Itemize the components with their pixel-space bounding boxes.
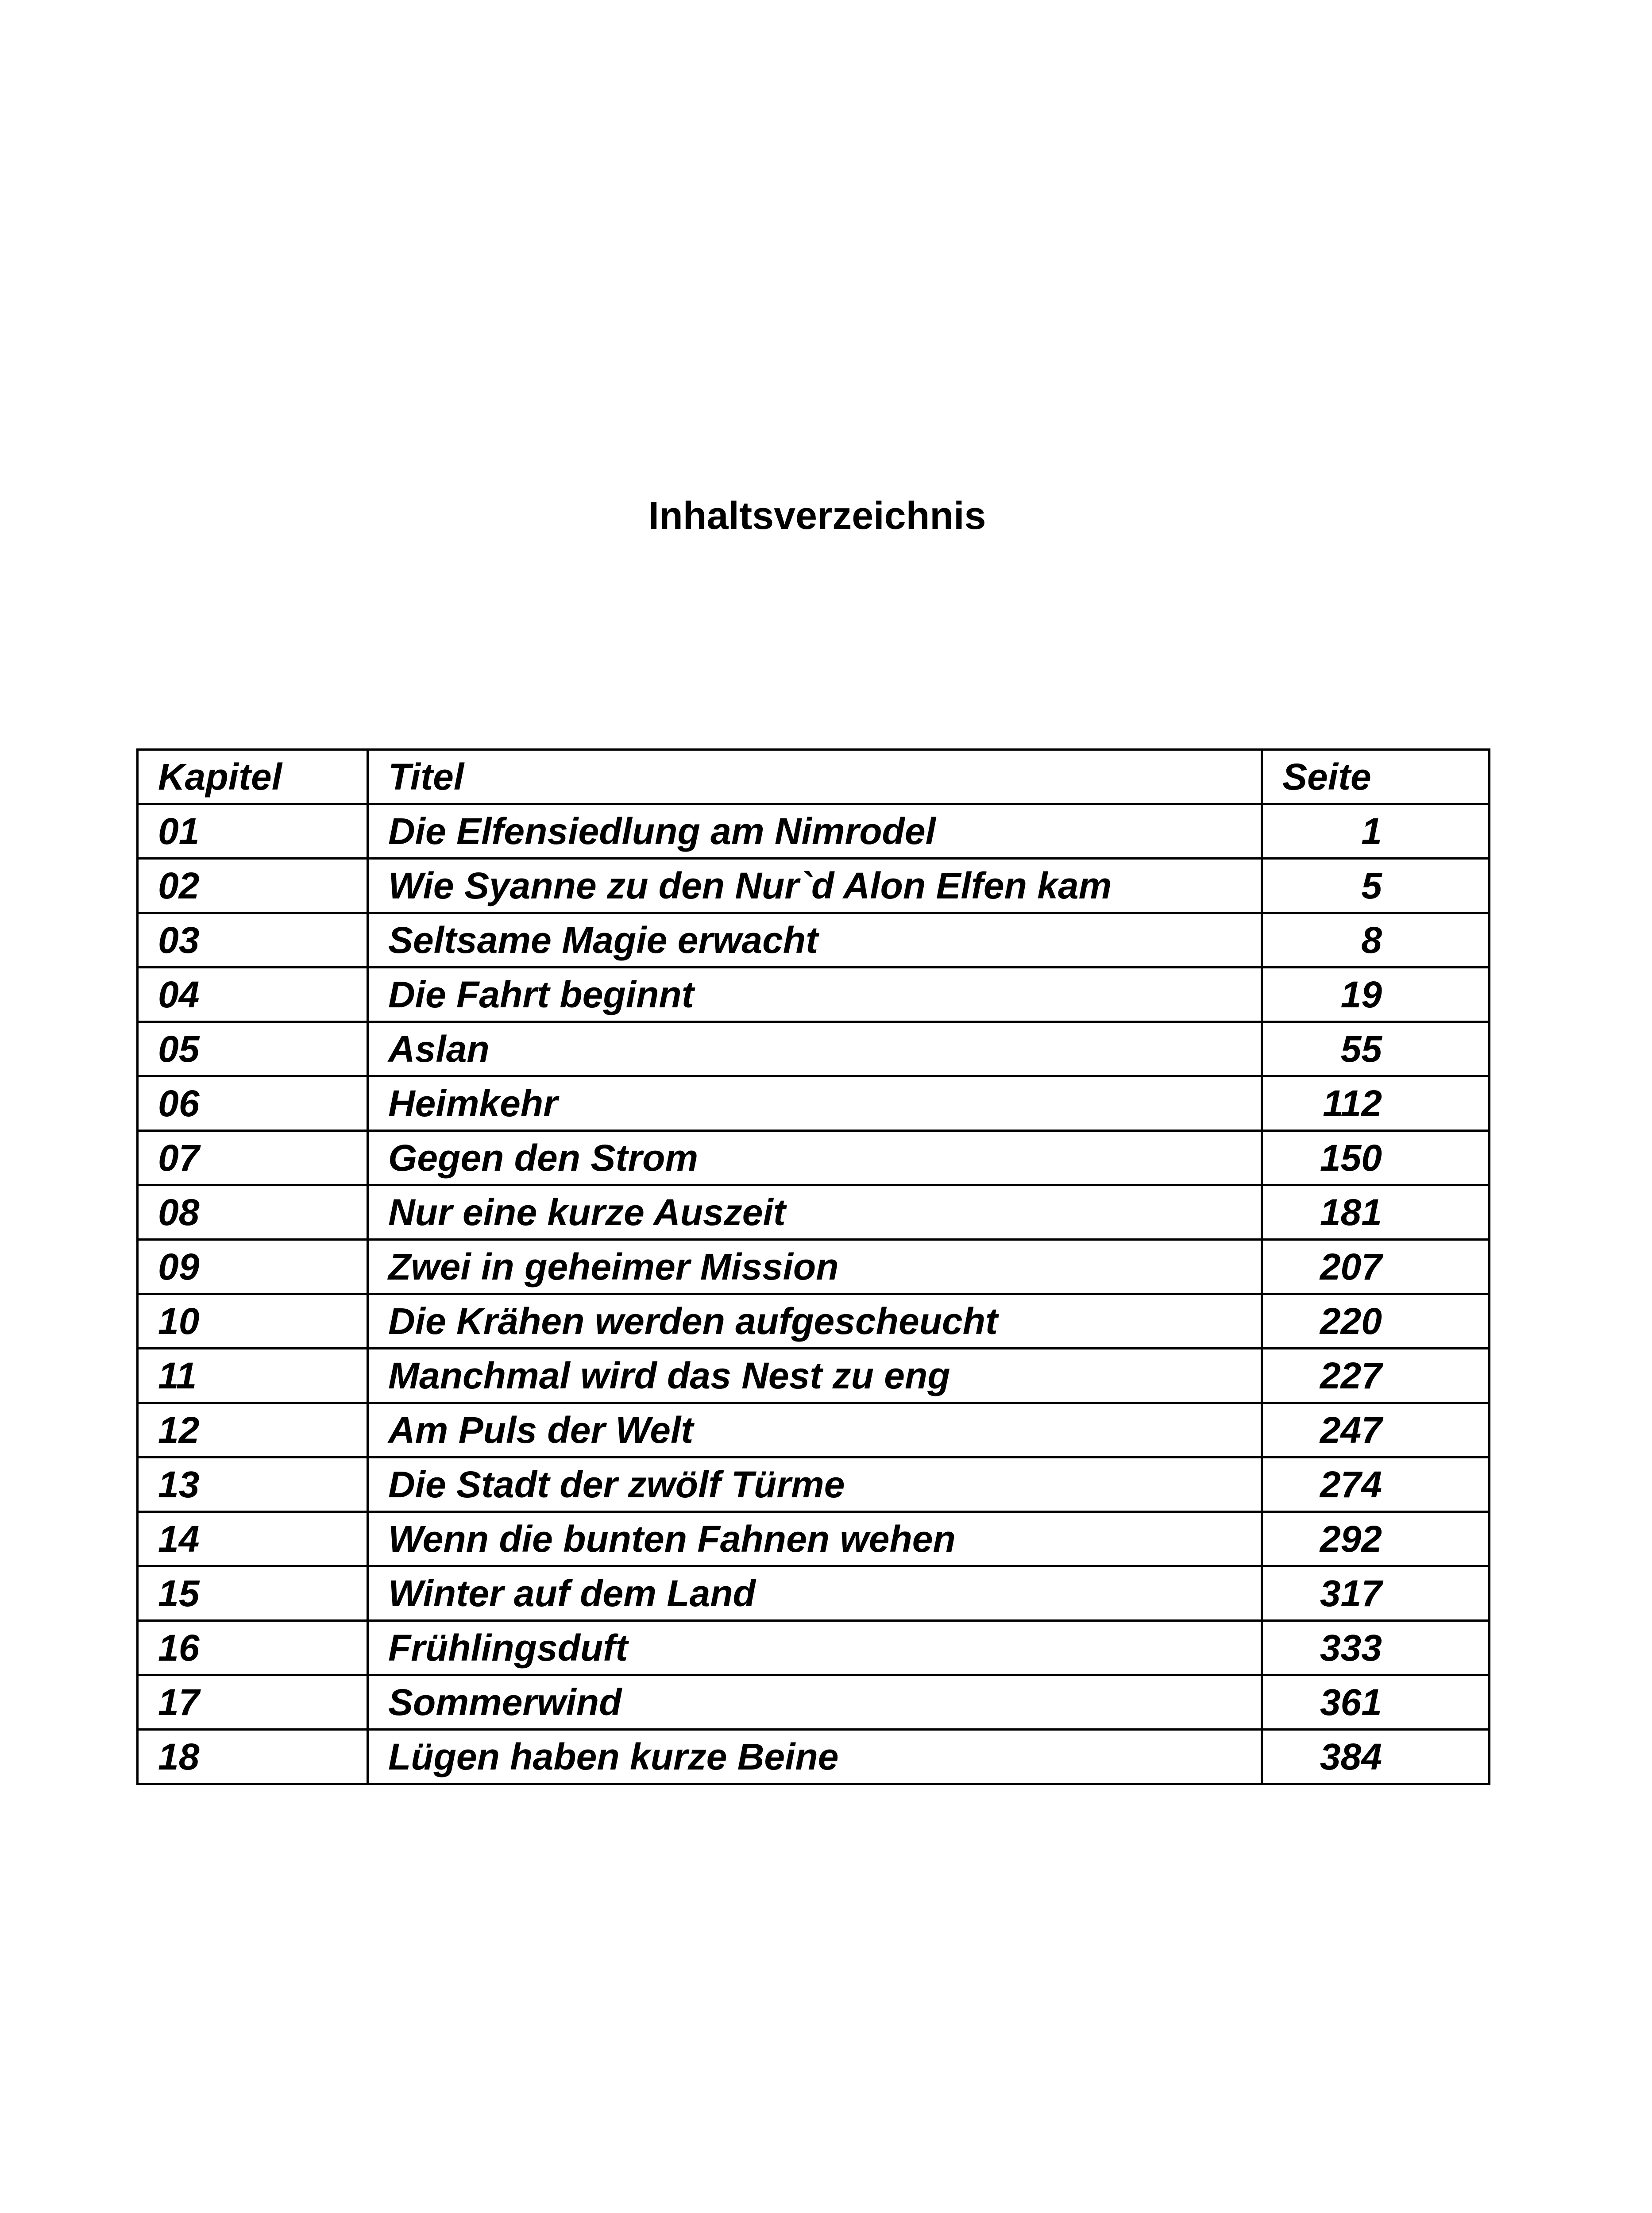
chapter-number-cell: 03 [138,913,368,968]
chapter-number-cell: 06 [138,1076,368,1131]
page-number-cell: 274 [1262,1457,1490,1512]
chapter-number-cell: 08 [138,1185,368,1240]
chapter-title-cell: Aslan [368,1022,1262,1076]
page-number-cell: 227 [1262,1349,1490,1403]
page-number-cell: 150 [1262,1131,1490,1185]
table-row [138,968,1490,1022]
table-row [138,913,1490,968]
chapter-title-cell: Wie Syanne zu den Nur`d Alon Elfen kam [368,859,1262,913]
table-row [138,1675,1490,1730]
chapter-number-cell: 04 [138,968,368,1022]
chapter-number-cell: 15 [138,1566,368,1621]
chapter-number-cell: 02 [138,859,368,913]
table-row [138,1349,1490,1403]
page-number-cell: 220 [1262,1294,1490,1349]
chapter-title-cell: Am Puls der Welt [368,1403,1262,1457]
chapter-title-cell: Manchmal wird das Nest zu eng [368,1349,1262,1403]
chapter-number-cell: 12 [138,1403,368,1457]
chapter-title-cell: Seltsame Magie erwacht [368,913,1262,968]
table-row [138,1131,1490,1185]
table-row [138,1457,1490,1512]
chapter-number-cell: 10 [138,1294,368,1349]
table-row [138,1621,1490,1675]
table-row [138,1730,1490,1784]
column-header-page: Seite [1262,750,1490,804]
table-row [138,1076,1490,1131]
table-header-row [138,750,1490,804]
page-number-cell: 384 [1262,1730,1490,1784]
page-number-cell: 8 [1262,913,1490,968]
table-row [138,859,1490,913]
chapter-title-cell: Winter auf dem Land [368,1566,1262,1621]
chapter-title-cell: Die Fahrt beginnt [368,968,1262,1022]
table-row [138,1294,1490,1349]
page-number-cell: 19 [1262,968,1490,1022]
chapter-number-cell: 07 [138,1131,368,1185]
table-row [138,1403,1490,1457]
chapter-number-cell: 18 [138,1730,368,1784]
table-row [138,804,1490,859]
chapter-number-cell: 14 [138,1512,368,1566]
chapter-title-cell: Gegen den Strom [368,1131,1262,1185]
chapter-title-cell: Sommerwind [368,1675,1262,1730]
chapter-number-cell: 11 [138,1349,368,1403]
page-number-cell: 207 [1262,1240,1490,1294]
chapter-title-cell: Zwei in geheimer Mission [368,1240,1262,1294]
table-row [138,1240,1490,1294]
page-number-cell: 333 [1262,1621,1490,1675]
chapter-number-cell: 17 [138,1675,368,1730]
table-row [138,1566,1490,1621]
chapter-number-cell: 09 [138,1240,368,1294]
chapter-number-cell: 13 [138,1457,368,1512]
table-row [138,1022,1490,1076]
chapter-title-cell: Nur eine kurze Auszeit [368,1185,1262,1240]
page-title: Inhaltsverzeichnis [648,493,986,537]
table-row [138,1512,1490,1566]
table-body [138,804,1490,1784]
chapter-number-cell: 01 [138,804,368,859]
chapter-title-cell: Die Stadt der zwölf Türme [368,1457,1262,1512]
column-header-title: Titel [368,750,1262,804]
page-number-cell: 292 [1262,1512,1490,1566]
page-number-cell: 1 [1262,804,1490,859]
page-number-cell: 55 [1262,1022,1490,1076]
page-number-cell: 5 [1262,859,1490,913]
chapter-title-cell: Die Krähen werden aufgescheucht [368,1294,1262,1349]
chapter-number-cell: 16 [138,1621,368,1675]
table-of-contents [136,748,1490,1785]
page-number-cell: 317 [1262,1566,1490,1621]
table-row [138,1185,1490,1240]
page-number-cell: 181 [1262,1185,1490,1240]
chapter-number-cell: 05 [138,1022,368,1076]
page-number-cell: 361 [1262,1675,1490,1730]
column-header-chapter: Kapitel [138,750,368,804]
chapter-title-cell: Lügen haben kurze Beine [368,1730,1262,1784]
chapter-title-cell: Frühlingsduft [368,1621,1262,1675]
page-number-cell: 247 [1262,1403,1490,1457]
chapter-title-cell: Heimkehr [368,1076,1262,1131]
chapter-title-cell: Die Elfensiedlung am Nimrodel [368,804,1262,859]
page-number-cell: 112 [1262,1076,1490,1131]
chapter-title-cell: Wenn die bunten Fahnen wehen [368,1512,1262,1566]
